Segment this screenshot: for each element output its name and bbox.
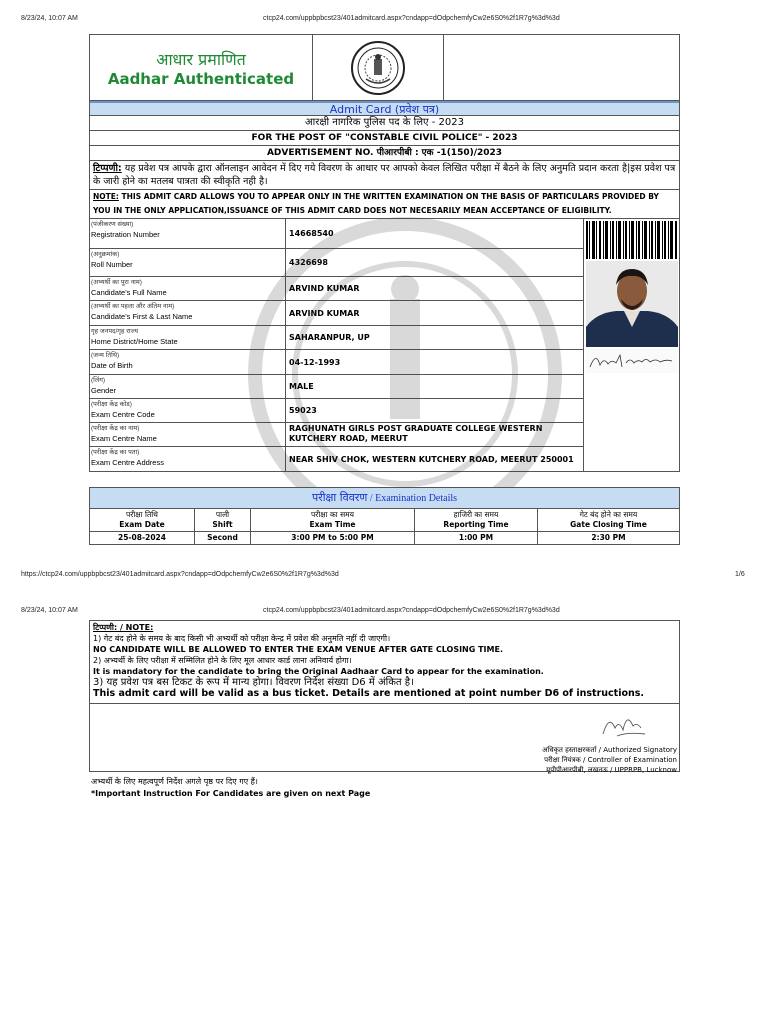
- exam-title-en: / Examination Details: [367, 493, 458, 504]
- note-line-6: This admit card will be valid as a bus ticket. Details are mentioned at point number D6 of instructions.: [93, 688, 645, 699]
- label-en: Exam Centre Address: [91, 458, 164, 467]
- notes-text: [90, 621, 679, 704]
- exam-details-title: [90, 488, 679, 509]
- notes-heading: टिप्पणी: / NOTE:: [93, 623, 154, 632]
- row-gender: [90, 375, 584, 399]
- post-title-english: FOR THE POST OF "CONSTABLE CIVIL POLICE" - 2023: [90, 131, 679, 146]
- col-hi: गेट बंद होने का समय: [579, 510, 638, 519]
- row-home-district: [90, 326, 584, 350]
- col-exam-time: [251, 509, 415, 531]
- print-date-2: 8/23/24, 10:07 AM: [21, 607, 78, 614]
- candidate-photo: [586, 261, 678, 347]
- notes-box: [89, 620, 680, 772]
- label-hi: (अनुक्रमांक): [91, 251, 120, 258]
- row-centre-name: [90, 423, 584, 447]
- admit-card-title: Admit Card (प्रवेश पत्र): [90, 101, 679, 116]
- label-hi: (जन्म तिथि): [91, 352, 120, 359]
- english-note-label: NOTE:: [93, 192, 119, 201]
- admit-card: [89, 34, 680, 472]
- gate-closing-time: 2:30 PM: [591, 533, 626, 542]
- col-en: Reporting Time: [443, 520, 509, 529]
- label-hi: (परीक्षा केंद्र का नाम): [91, 425, 140, 432]
- label-en: Date of Birth: [91, 361, 133, 370]
- label-hi: (परीक्षा केंद्र का पता): [91, 449, 140, 456]
- aadhar-english: Aadhar Authenticated: [107, 69, 295, 88]
- candidate-signature-icon: [586, 349, 678, 373]
- note-line-4: It is mandatory for the candidate to bring the Original Aadhaar Card to appear for the examination.: [93, 667, 544, 676]
- post-title-hindi: आरक्षी नागरिक पुलिस पद के लिए - 2023: [90, 116, 679, 131]
- label-en: Candidate's Full Name: [91, 288, 167, 297]
- sig-line-3: यूपीपीआरपीबी, लखनऊ / UPPRPB, Lucknow: [546, 766, 677, 774]
- next-page-instructions: [91, 776, 370, 800]
- label-en: Home District/Home State: [91, 337, 178, 346]
- label-hi: (पंजीकरण संख्या): [91, 221, 134, 228]
- home-district: SAHARANPUR, UP: [286, 326, 584, 349]
- authorized-signature-block: [90, 704, 679, 774]
- label-hi: (लिंग): [91, 377, 106, 384]
- exam-centre-name: RAGHUNATH GIRLS POST GRADUATE COLLEGE WESTERN KUTCHERY ROAD, MEERUT: [286, 423, 584, 446]
- exam-date: 25-08-2024: [90, 532, 195, 544]
- col-en: Exam Date: [119, 520, 165, 529]
- roll-number: 4326698: [286, 249, 584, 276]
- photo-column: [584, 219, 679, 471]
- advertisement-number: ADVERTISEMENT NO. पीआरपीबी : एक -1(150)/2023: [90, 146, 679, 161]
- next-page-english: *Important Instruction For Candidates are given on next Page: [91, 789, 371, 798]
- authority-signature-icon: [597, 708, 651, 742]
- reporting-time: 1:00 PM: [415, 532, 538, 544]
- full-name: ARVIND KUMAR: [286, 277, 584, 300]
- header-row: [90, 35, 679, 101]
- hindi-note: [90, 161, 679, 190]
- col-en: Shift: [212, 520, 233, 529]
- col-shift: [195, 509, 251, 531]
- label-en: Registration Number: [91, 230, 160, 239]
- aadhar-authenticated-badge: [90, 35, 313, 100]
- first-last-name: ARVIND KUMAR: [286, 301, 584, 325]
- shift: Second: [195, 532, 251, 544]
- english-note-text: THIS ADMIT CARD ALLOWS YOU TO APPEAR ONLY IN THE WRITTEN EXAMINATION ON THE BASIS OF PARTICULARS PROVIDED BY YOU IN THE ONLY APPLICATION,ISSUANCE OF THIS ADMIT CARD DOES NOT NECESARILY MEAN ACCEPTANCE OF ELIGIBILITY.: [93, 192, 659, 215]
- candidate-table: [90, 219, 584, 471]
- footer-url: https://ctcp24.com/uppbpbcst23/401admitcard.aspx?cndapp=dOdpchemfyCw2e6S0%2f1R7g%3d%3d: [21, 571, 339, 578]
- exam-details-table: [89, 487, 680, 545]
- col-en: Exam Time: [309, 520, 356, 529]
- exam-values-row: [90, 532, 679, 544]
- registration-number: 14668540: [286, 219, 584, 248]
- row-centre-code: [90, 399, 584, 423]
- col-exam-date: [90, 509, 195, 531]
- date-of-birth: 04-12-1993: [286, 350, 584, 374]
- note-line-5: 3) यह प्रवेश पत्र बस टिकट के रूप में मान्य होगा। विवरण निर्देश संख्या D6 में अंकित है।: [93, 677, 414, 688]
- board-emblem-icon: [350, 39, 406, 97]
- candidate-details: [90, 219, 679, 471]
- exam-centre-code: 59023: [286, 399, 584, 422]
- col-hi: परीक्षा का समय: [311, 510, 354, 519]
- label-hi: गृह जनपद/गृह राज्य: [91, 328, 139, 335]
- print-url: ctcp24.com/uppbpbcst23/401admitcard.aspx?cndapp=dOdpchemfyCw2e6S0%2f1R7g%3d%3d: [263, 15, 560, 22]
- row-registration: [90, 219, 584, 249]
- label-hi: (परीक्षा केंद्र कोड): [91, 401, 132, 408]
- print-date: 8/23/24, 10:07 AM: [21, 15, 78, 22]
- col-reporting-time: [415, 509, 538, 531]
- blank-header-cell: [444, 35, 679, 100]
- col-gate-closing: [538, 509, 679, 531]
- col-en: Gate Closing Time: [570, 520, 647, 529]
- note-line-1: 1) गेट बंद होने के समय के बाद किसी भी अभ्यर्थी को परीक्षा केन्द्र में प्रवेश की अनुमति नहीं दी जाएगी।: [93, 634, 391, 643]
- label-en: Exam Centre Name: [91, 434, 157, 443]
- barcode-icon: [586, 221, 678, 259]
- aadhar-hindi: आधार प्रमाणित: [156, 49, 246, 69]
- row-centre-address: [90, 447, 584, 471]
- col-hi: परीक्षा तिथि: [126, 510, 158, 519]
- row-dob: [90, 350, 584, 375]
- label-en: Candidate's First & Last Name: [91, 312, 193, 321]
- hindi-note-text: यह प्रवेश पत्र आपके द्वारा ऑनलाइन आवेदन में दिए गये विवरण के आधार पर आपको केवल लिखित परीक्षा में बैठने के लिए अनुमति प्रदान करता है|इस प्रवेश पत्र के जारी होने का मतलब पात्रता की स्वीकृति नही है।: [93, 163, 676, 187]
- row-roll: [90, 249, 584, 277]
- row-first-last-name: [90, 301, 584, 326]
- label-en: Roll Number: [91, 260, 133, 269]
- exam-header-row: [90, 509, 679, 532]
- label-en: Gender: [91, 386, 117, 395]
- exam-time: 3:00 PM to 5:00 PM: [251, 532, 415, 544]
- gender: MALE: [286, 375, 584, 398]
- note-line-3: 2) अभ्यर्थी के लिए परीक्षा में सम्मिलित होने के लिए मूल आधार कार्ड लाना अनिवार्य होगा।: [93, 656, 352, 665]
- col-hi: हाजिरी का समय: [453, 510, 499, 519]
- print-url-2: ctcp24.com/uppbpbcst23/401admitcard.aspx?cndapp=dOdpchemfyCw2e6S0%2f1R7g%3d%3d: [263, 607, 560, 614]
- exam-title-hi: परीक्षा विवरण: [311, 491, 368, 504]
- hindi-note-label: टिप्पणी:: [93, 163, 122, 174]
- emblem-cell: [313, 35, 444, 100]
- row-full-name: [90, 277, 584, 301]
- sig-line-1: अधिकृत हस्ताक्षरकर्ता / Authorized Signatory: [542, 746, 677, 754]
- sig-line-2: परीक्षा नियंत्रक / Controller of Examination: [544, 756, 677, 764]
- note-line-2: NO CANDIDATE WILL BE ALLOWED TO ENTER THE EXAM VENUE AFTER GATE CLOSING TIME.: [93, 645, 503, 654]
- signatory-lines: [542, 745, 677, 775]
- label-hi: (अभ्यर्थी का पहला और अंतिम नाम): [91, 303, 175, 310]
- english-note: [90, 190, 679, 219]
- label-hi: (अभ्यर्थी का पूरा नाम): [91, 279, 142, 286]
- exam-centre-address: NEAR SHIV CHOK, WESTERN KUTCHERY ROAD, MEERUT 250001: [286, 447, 584, 471]
- next-page-hindi: अभ्यर्थी के लिए महत्वपूर्ण निर्देश अगले पृष्ठ पर दिए गए हैं।: [91, 777, 258, 786]
- col-hi: पाली: [215, 510, 230, 519]
- page-number: 1/6: [735, 571, 745, 578]
- label-en: Exam Centre Code: [91, 410, 155, 419]
